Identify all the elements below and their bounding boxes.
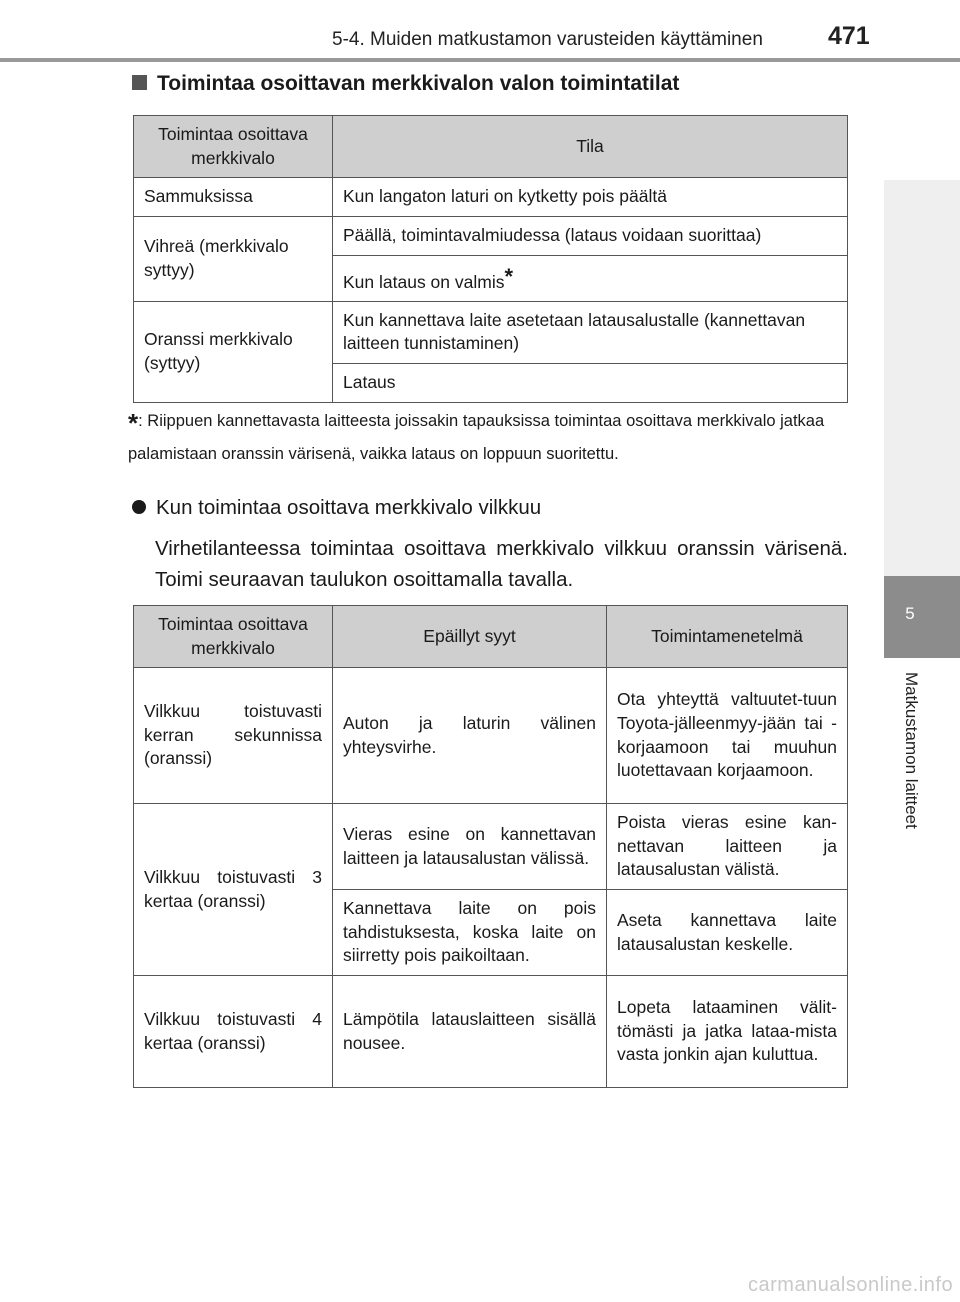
bullet-heading [132,496,541,520]
section-title: 5-4. Muiden matkustamon varusteiden käyttäminen [332,29,763,50]
table-header-row [134,116,848,178]
section-heading-text: Toimintaa osoittavan merkkivalon valon toimintatilat [157,72,680,95]
indicator-cell: Sammuksissa [134,178,333,217]
cause-cell: Auton ja laturin välinen yhteysvirhe. [333,668,607,804]
bullet-heading-text: Kun toimintaa osoittava merkkivalo vilkkuu [156,496,542,519]
footnote-marker: * [504,264,514,289]
column-header: Toimintaa osoittava merkkivalo [134,606,333,668]
header-rule [0,58,960,62]
chapter-tab [884,576,960,658]
cause-cell: Kannettava laite on pois tahdistuksesta, koska laite on siirretty pois paikoiltaan. [333,890,607,976]
table-row [134,668,848,804]
watermark: carmanualsonline.info [748,1274,954,1296]
cause-cell: Vieras esine on kannettavan laitteen ja latausalustan välissä. [333,804,607,890]
state-cell: Päällä, toimintavalmiudessa (lataus voidaan suorittaa) [333,217,848,256]
footnote-text: : Riippuen kannettavasta laitteesta joissakin tapauksissa toimintaa osoittava merkkivalo jatkaa palamistaan oranssin värisenä, vaikka lataus on loppuun suoritettu. [128,412,825,463]
column-header: Tila [333,116,848,178]
chapter-title-vertical [897,672,921,882]
indicator-text: Oranssi merkkivalo (syttyy) [144,329,293,373]
bullet-paragraph: Virhetilanteessa toimintaa osoittava merkkivalo vilkkuu oranssin värisenä. Toimi seuraavan taulukon osoittamalla tavalla. [155,537,848,591]
cause-cell: Lämpötila latauslaitteen sisällä nousee. [333,976,607,1088]
table-header-row [134,606,848,668]
round-bullet-icon [132,500,146,514]
action-cell: Lopeta lataaminen välit-tömästi ja jatka lataa-mista vasta jonkin ajan kuluttua. [607,976,848,1088]
table-row [134,178,848,217]
indicator-cell: Vilkkuu toistuvasti 3 kertaa (oranssi) [134,804,333,976]
page-header [0,0,960,62]
table-row [134,217,848,256]
table-row [134,301,848,363]
indicator-cell: Vilkkuu toistuvasti 4 kertaa (oranssi) [134,976,333,1088]
column-header: Toimintaa osoittava merkkivalo [134,116,333,178]
footnote-star: * [128,408,139,438]
state-cell: Kun langaton laturi on kytketty pois päältä [333,178,848,217]
footnote [128,405,848,467]
square-bullet-icon [132,75,147,90]
indicator-cell [134,301,333,402]
column-header: Epäillyt syyt [333,606,607,668]
column-header: Toimintamenetelmä [607,606,848,668]
table-row [134,976,848,1088]
state-text: Kun lataus on valmis [343,272,505,292]
section-heading [132,72,679,96]
action-cell: Ota yhteyttä valtuutet-tuun Toyota-jälleenmyy-jään tai -korjaamoon tai muuhun luotettavaan korjaamoon. [607,668,848,804]
indicator-states-table [133,115,848,403]
chapter-title: Matkustamon laitteet [902,672,921,829]
table-row [134,804,848,890]
indicator-text: Vihreä (merkkivalo syttyy) [144,236,289,280]
action-cell: Poista vieras esine kan-nettavan laitteen ja latausalustan välistä. [607,804,848,890]
side-strip [884,180,960,576]
state-cell: Lataus [333,363,848,402]
indicator-cell [134,217,333,302]
page-number: 471 [828,22,870,50]
state-cell: Kun kannettava laite asetetaan latausalustalle (kannettavan laitteen tunnistaminen) [333,301,848,363]
action-cell: Aseta kannettava laite latausalustan keskelle. [607,890,848,976]
chapter-number: 5 [905,604,915,623]
troubleshooting-table [133,605,848,1088]
state-cell [333,256,848,302]
indicator-cell: Vilkkuu toistuvasti kerran sekunnissa (oranssi) [134,668,333,804]
